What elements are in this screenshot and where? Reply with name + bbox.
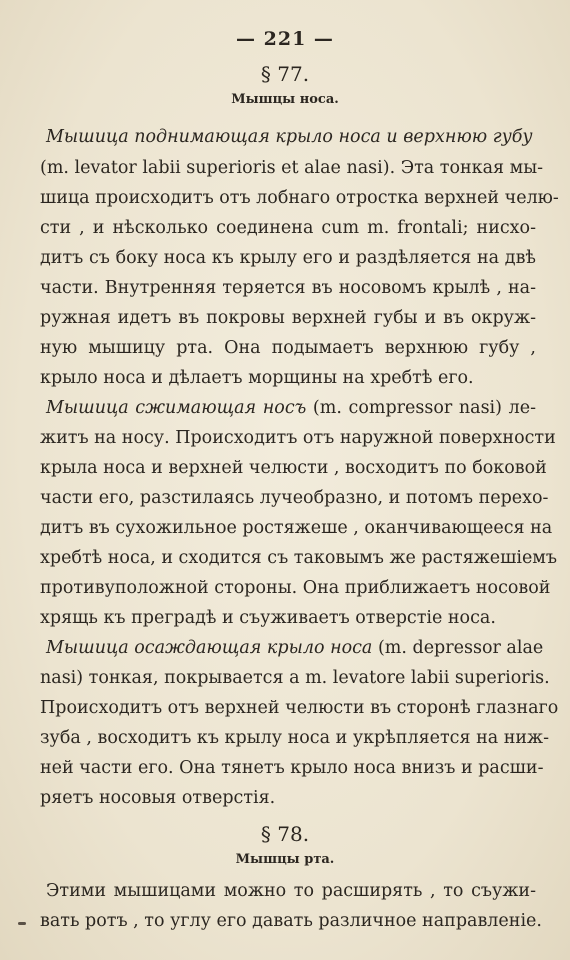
text-line: сти , и нѣсколько соединена cum m. frontali; нисхо-	[40, 218, 536, 238]
text-line: дитъ въ сухожильное ростяжешe , оканчивающееся на	[40, 518, 553, 538]
section-77-title: Мышцы носа.	[231, 92, 339, 107]
text-fragment: (m. compressor nasi) ле-	[312, 398, 536, 418]
text-line: зуба , восходитъ къ крылу носа и укрѣпляется на ниж-	[40, 728, 550, 748]
text-line: ружная идетъ въ покровы верхней губы и въ окруж-	[40, 308, 536, 328]
text-line: nasi) тонкая, покрывается а m. levatore labii superioris.	[40, 668, 550, 688]
muscle-name: Мышица осаждающая крыло носа	[46, 638, 373, 658]
ink-mark	[18, 922, 26, 925]
text-line: шица происходитъ отъ лобнаго отростка верхней челю-	[40, 188, 559, 208]
text-line: ряетъ носовыя отверстiя.	[40, 788, 276, 808]
text-line: хрящь къ преградѣ и съуживаетъ отверстiе носа.	[40, 608, 496, 628]
text-line: крыла носа и верхней челюсти , восходитъ по боковой	[40, 458, 547, 478]
text-line: (m. levator labii superioris et alae nasi). Эта тонкая мы-	[40, 158, 544, 178]
text-fragment: (m. depressor alae	[377, 638, 544, 658]
text-line: части его, разстилаясь лучеобразно, и потомъ перехо-	[40, 488, 549, 508]
section-77-heading: § 77.	[260, 62, 310, 86]
text-line: противуположной стороны. Она приближаетъ носовой	[40, 578, 551, 598]
text-line: хребтѣ носа, и сходится съ таковымъ же растяжешiемъ	[40, 548, 558, 568]
text-line: Этими мышицами можно то расширять , то съужи-	[46, 881, 536, 901]
text-line: житъ на носу. Происходитъ отъ наружной поверхности	[40, 428, 556, 448]
text-line: крыло носа и дѣлаетъ морщины на хребтѣ его.	[40, 368, 474, 388]
text-line: ней части его. Она тянетъ крыло носа внизъ и расши-	[40, 758, 544, 778]
text-line	[46, 397, 536, 419]
text-line: ную мышицу рта. Она подымаетъ верхнюю губу ,	[40, 338, 536, 358]
section-78-title: Мышцы рта.	[235, 852, 335, 867]
text-line: Мышица поднимающая крыло носа и верхнюю губу	[46, 127, 533, 147]
text-line: Происходитъ отъ верхней челюсти въ сторонѣ глазнаго	[40, 698, 559, 718]
muscle-name: Мышица сжимающая носъ	[46, 398, 307, 418]
text-line: вать ротъ , то углу его давать различное направленiе.	[40, 911, 542, 931]
page-number: — 221 —	[236, 28, 334, 50]
text-line: дитъ съ боку носа къ крылу его и раздѣляется на двѣ	[40, 248, 536, 268]
text-line	[46, 637, 544, 659]
section-78-heading: § 78.	[260, 822, 310, 846]
text-line: части. Внутренняя теряется въ носовомъ крылѣ , на-	[40, 278, 536, 298]
